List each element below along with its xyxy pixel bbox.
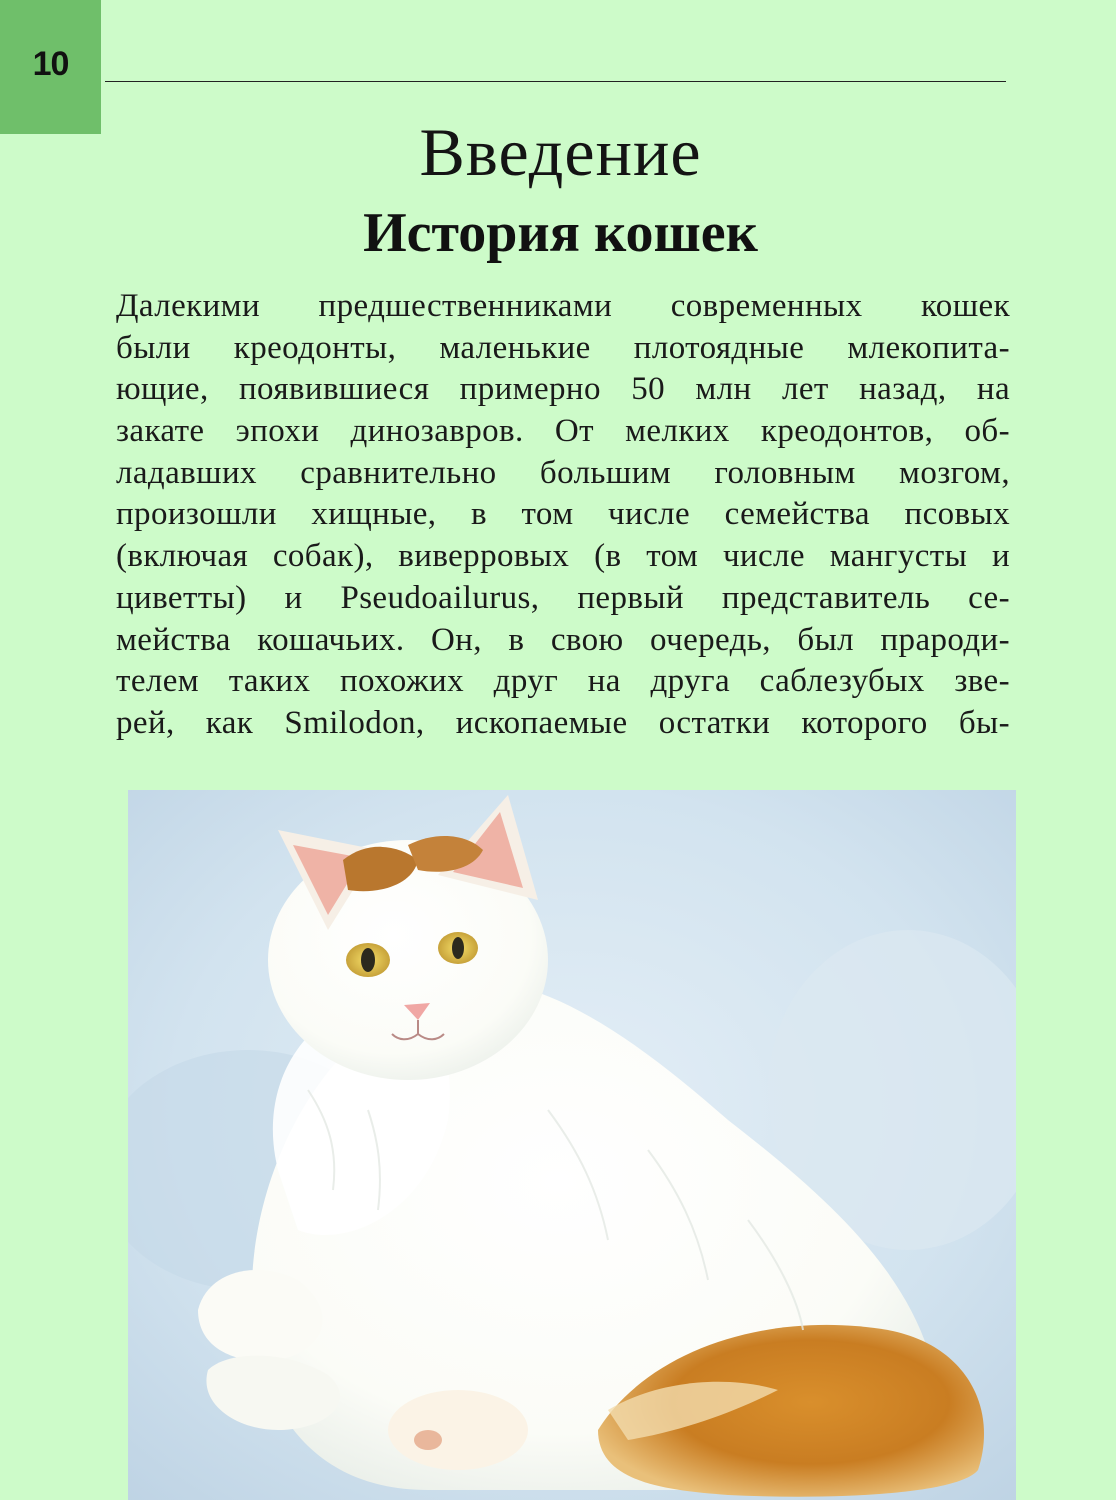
text-line: циветты) и Pseudoailurus, первый представитель се- [116, 579, 1010, 616]
body-paragraph [116, 286, 1010, 745]
section-title: Введение [419, 114, 702, 190]
text-line: были креодонты, маленькие плотоядные млекопита- [116, 329, 1010, 366]
text-line: закате эпохи динозавров. От мелких креодонтов, об- [116, 413, 1010, 450]
text-line: произошли хищные, в том числе семейства псовых [116, 496, 1010, 533]
text-line: Далекими предшественниками современных кошек [116, 288, 1010, 324]
white-cat-photo [128, 790, 1016, 1500]
page-number: 10 [32, 45, 69, 83]
text-line: рей, как Smilodon, ископаемые остатки которого бы- [116, 704, 1010, 741]
header-rule [105, 81, 1006, 82]
text-line: ющие, появившиеся примерно 50 млн лет назад, на [116, 371, 1010, 408]
text-line: мейства кошачьих. Он, в свою очередь, был прароди- [116, 621, 1010, 658]
text-line: телем таких похожих друг на друга саблезубых зве- [116, 663, 1010, 700]
text-line: ладавших сравнительно большим головным мозгом, [116, 454, 1010, 491]
chapter-title: История кошек [363, 202, 758, 264]
text-line: (включая собак), виверровых (в том числе мангусты и [116, 538, 1010, 575]
